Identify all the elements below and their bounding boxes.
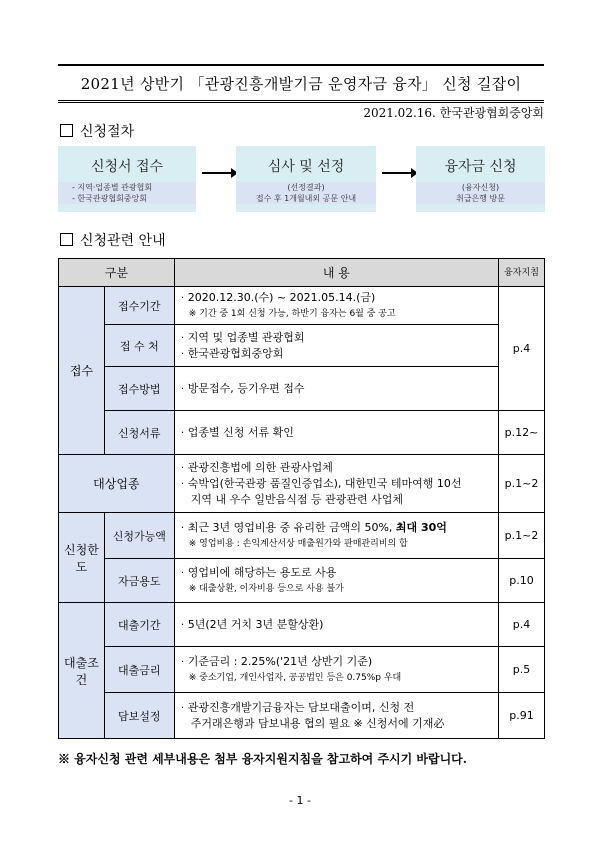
- row-content: · 관광진흥법에 의한 관광사업체 · 숙박업(한국관광 품질인증업소), 대한민국 테마여행 10선 지역 내 우수 일반음식점 등 관광관련 사업체: [174, 455, 498, 513]
- row-ref: p.5: [499, 647, 545, 693]
- page-number: - 1 -: [289, 794, 311, 807]
- table-row: [59, 693, 545, 739]
- row-label: 신청서류: [104, 411, 174, 455]
- table-row: [59, 325, 545, 367]
- section-procedure: 신청절차: [60, 121, 134, 141]
- arrow-right-icon: [382, 172, 416, 174]
- table-row: [59, 647, 545, 693]
- table-row: [59, 287, 545, 325]
- step-application: 신청서 접수 - 지역‧업종별 관광협회 - 한국관광협회중앙회: [58, 146, 196, 212]
- row-ref: p.1~2: [499, 513, 545, 559]
- row-content: · 최근 3년 영업비용 중 유리한 금액의 50%, 최대 30억 ※ 영업비용 : 손익계산서상 매출원가와 판매관리비의 합: [174, 513, 498, 559]
- title-box: [58, 64, 544, 103]
- header-category: 구분: [59, 259, 175, 287]
- table-row: [59, 367, 545, 411]
- category-loan: 대출조건: [59, 603, 105, 739]
- row-content: · 영업비에 해당하는 용도로 사용 ※ 대출상환, 이자비용 등으로 사용 불가: [174, 559, 498, 603]
- footer-note: ※ 융자신청 관련 세부내용은 첨부 융자지원지침을 참고하여 주시기 바랍니다.: [58, 752, 467, 766]
- row-content: · 지역 및 업종별 관광협회 · 한국관광협회중앙회: [174, 325, 498, 367]
- row-content: · 방문접수, 등기우편 접수: [174, 367, 498, 411]
- row-ref: p.12~: [499, 411, 545, 455]
- row-content: · 기준금리 : 2.25%('21년 상반기 기준) ※ 중소기업, 개인사업자, 공공법인 등은 0.75%p 우대: [174, 647, 498, 693]
- row-label: 접수기간: [104, 287, 174, 325]
- section-guide: 신청관련 안내: [60, 230, 166, 250]
- document-title: 2021년 상반기 「관광진흥개발기금 운영자금 융자」 신청 길잡이: [80, 75, 522, 93]
- row-content: · 업종별 신청 서류 확인: [174, 411, 498, 455]
- table-row: [59, 411, 545, 455]
- row-ref: p.4: [499, 287, 545, 411]
- step-loan-request: 융자금 신청 (융자신청) 취급은행 방문: [416, 146, 545, 212]
- category-business: 대상업종: [59, 455, 175, 513]
- row-ref: p.1~2: [499, 455, 545, 513]
- row-label: 대출기간: [104, 603, 174, 647]
- row-ref: p.4: [499, 603, 545, 647]
- table-row: [59, 603, 545, 647]
- table-row: [59, 455, 545, 513]
- row-label: 자금용도: [104, 559, 174, 603]
- table-row: [59, 559, 545, 603]
- header-ref: 융자지침: [499, 259, 545, 287]
- arrow-right-icon: [202, 172, 236, 174]
- guide-table: [58, 258, 545, 739]
- row-content: · 관광진흥개발기금융자는 담보대출이며, 신청 전 주거래은행과 담보내용 협의 필요 ※ 신청서에 기재必: [174, 693, 498, 739]
- row-content: · 5년(2년 거치 3년 분할상환): [174, 603, 498, 647]
- step-review: 심사 및 선정 (선정결과) 접수 후 1개월내외 공문 안내: [236, 146, 376, 212]
- table-row: [59, 513, 545, 559]
- row-ref: p.10: [499, 559, 545, 603]
- category-reception: 접수: [59, 287, 105, 455]
- row-label: 담보설정: [104, 693, 174, 739]
- checkbox-icon: [60, 233, 73, 246]
- header-content: 내 용: [174, 259, 498, 287]
- row-label: 접수방법: [104, 367, 174, 411]
- row-content: · 2020.12.30.(수) ~ 2021.05.14.(금) ※ 기간 중 1회 신청 가능, 하반기 융자는 6월 중 공고: [174, 287, 498, 325]
- category-limit: 신청한도: [59, 513, 105, 603]
- checkbox-icon: [60, 124, 73, 137]
- row-label: 접 수 처: [104, 325, 174, 367]
- row-label: 신청가능액: [104, 513, 174, 559]
- document-date: 2021.02.16. 한국관광협회중앙회: [363, 106, 544, 120]
- table-header: [59, 259, 545, 287]
- row-ref: p.91: [499, 693, 545, 739]
- row-label: 대출금리: [104, 647, 174, 693]
